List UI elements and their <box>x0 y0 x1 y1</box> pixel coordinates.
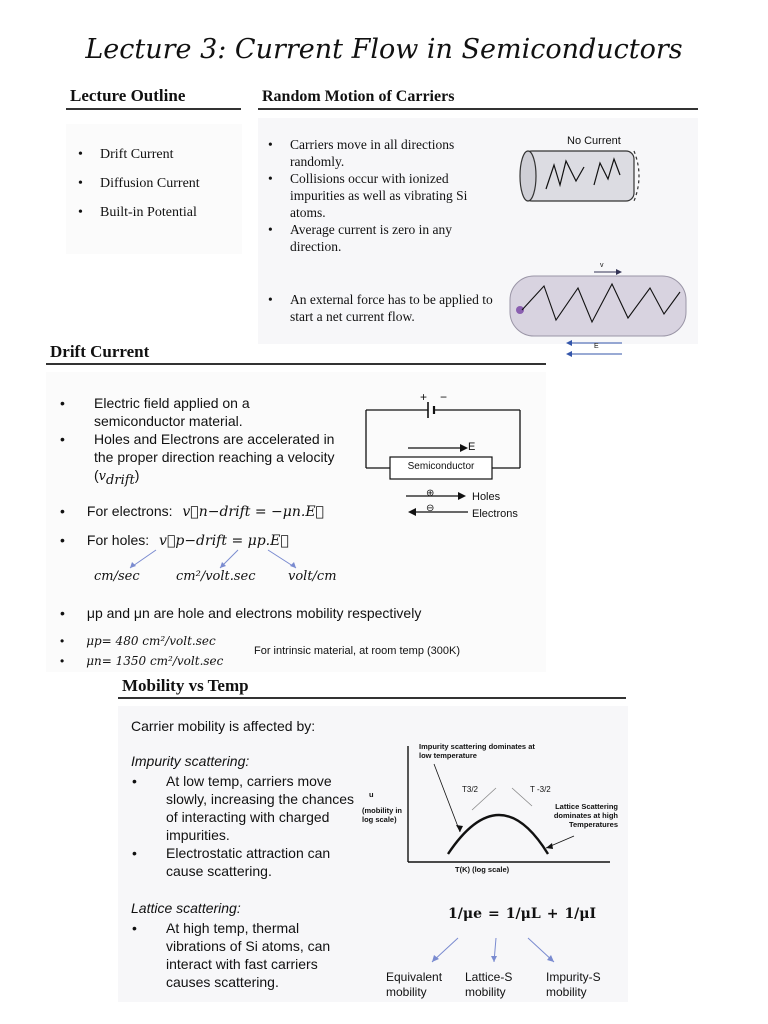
intrinsic-note: For intrinsic material, at room temp (300K) <box>254 645 461 657</box>
no-current-figure <box>516 145 646 207</box>
unit-mobility: cm²/volt.sec <box>176 569 256 584</box>
holes-label: For holes: <box>86 532 150 548</box>
mobility-temp-heading: Mobility vs Temp <box>122 676 249 695</box>
semiconductor-box-label: Semiconductor <box>407 461 475 472</box>
drift-item-text: Holes and Electrons are accelerated in the proper direction reaching a velocity ( <box>94 431 335 483</box>
mobility-formula: 1/μe = 1/μL + 1/μI <box>448 906 597 922</box>
impurity-list <box>126 772 358 880</box>
drift-item: • Electric field applied on a semiconductor material. <box>54 394 344 430</box>
electrons-symbol: ⊖ <box>426 503 435 514</box>
drift-item <box>54 430 344 490</box>
external-force-item: • An external force has to be applied to start a net current flow. <box>264 291 494 325</box>
t-three-halves-label: T3/2 <box>462 785 479 794</box>
unit-velocity: cm/sec <box>94 569 140 584</box>
outline-item: • Diffusion Current <box>74 175 244 192</box>
graph-y-symbol: u <box>369 790 374 799</box>
holes-line: • For holes: v⃗p−drift = μp.E⃗ <box>60 532 289 549</box>
battery-plus: + <box>420 390 428 404</box>
formula-lhs: 1/μe <box>448 906 483 922</box>
external-force-list <box>264 291 494 325</box>
drift-item-end: ) <box>134 467 140 483</box>
mobility-temp-rule <box>118 697 626 699</box>
impurity-heading: Impurity scattering: <box>131 753 250 769</box>
lattice-note: Lattice Scattering dominates at high Temperatures <box>553 802 618 829</box>
holes-legend: Holes <box>472 491 501 503</box>
drift-rule <box>46 363 546 365</box>
graph-x-label: T(K) (log scale) <box>455 865 510 874</box>
drift-heading: Drift Current <box>50 342 150 361</box>
random-motion-rule <box>258 108 698 110</box>
circuit-e-label: E <box>468 441 476 453</box>
random-motion-item: • Average current is zero in any direction. <box>264 221 489 255</box>
electrons-line: • For electrons: v⃗n−drift = −μn.E⃗ <box>60 503 324 520</box>
mobility-note: μp and μn are hole and electrons mobility respectively <box>86 605 422 621</box>
no-current-label: No Current <box>567 135 621 147</box>
outline-rule <box>66 108 241 110</box>
drift-circuit-figure <box>360 388 530 528</box>
graph-y-label: (mobility in log scale) <box>362 806 402 824</box>
electrons-label: For electrons: <box>86 503 173 519</box>
lattice-item: • At high temp, thermal vibrations of Si atoms, can interact with fast carriers causes scattering. <box>126 919 358 991</box>
outline-item: • Built-in Potential <box>74 204 244 221</box>
outline-item: • Drift Current <box>74 146 244 163</box>
impurity-item: • Electrostatic attraction can cause scattering. <box>126 844 358 880</box>
drift-list <box>54 394 344 490</box>
random-motion-list <box>264 136 489 255</box>
mu-p-value: μp= 480 cm²/volt.sec <box>86 634 216 648</box>
lattice-list <box>126 919 358 991</box>
impurity-item: • At low temp, carriers move slowly, increasing the chances of interacting with charged impurities. <box>126 772 358 844</box>
outline-list <box>74 146 244 221</box>
mu-n-value: μn= 1350 cm²/volt.sec <box>86 654 224 668</box>
mobility-note-line: • μp and μn are hole and electrons mobility respectively <box>60 605 422 621</box>
electrons-legend: Electrons <box>472 508 518 520</box>
equivalent-mobility-label: Equivalent mobility <box>386 970 443 999</box>
drift-item-symbol: v <box>98 469 107 484</box>
holes-equation: v⃗p−drift = μp.E⃗ <box>159 533 289 549</box>
outline-heading: Lecture Outline <box>70 86 186 105</box>
e-field-label: E <box>594 343 599 350</box>
impurity-note: Impurity scattering dominates at low temperature <box>419 742 535 760</box>
page-title: Lecture 3: Current Flow in Semiconductors <box>85 34 683 65</box>
drift-item-sub: drift <box>106 472 135 488</box>
mobility-intro: Carrier mobility is affected by: <box>131 718 316 734</box>
lattice-mobility-label: Lattice-S mobility <box>465 970 513 999</box>
electrons-equation: v⃗n−drift = −μn.E⃗ <box>182 504 324 520</box>
mu-p-line: • μp= 480 cm²/volt.sec <box>60 634 216 648</box>
lattice-heading: Lattice scattering: <box>131 900 241 916</box>
impurity-mobility-label: Impurity-S mobility <box>546 970 601 999</box>
random-motion-item: • Collisions occur with ionized impurities as well as vibrating Si atoms. <box>264 170 489 221</box>
battery-minus: − <box>440 390 448 404</box>
formula-rhs-lattice: 1/μL <box>505 906 541 922</box>
t-minus-three-halves-label: T -3/2 <box>530 785 551 794</box>
random-motion-heading: Random Motion of Carriers <box>262 88 455 105</box>
net-current-figure <box>504 262 696 362</box>
mu-n-line: • μn= 1350 cm²/volt.sec <box>60 654 224 668</box>
random-motion-item: • Carriers move in all directions randomly. <box>264 136 489 170</box>
formula-rhs-impurity: 1/μI <box>564 906 597 922</box>
holes-symbol: ⊕ <box>426 488 435 499</box>
vd-label: v <box>600 262 604 269</box>
unit-field: volt/cm <box>288 569 337 584</box>
formula-arrows <box>400 936 600 966</box>
